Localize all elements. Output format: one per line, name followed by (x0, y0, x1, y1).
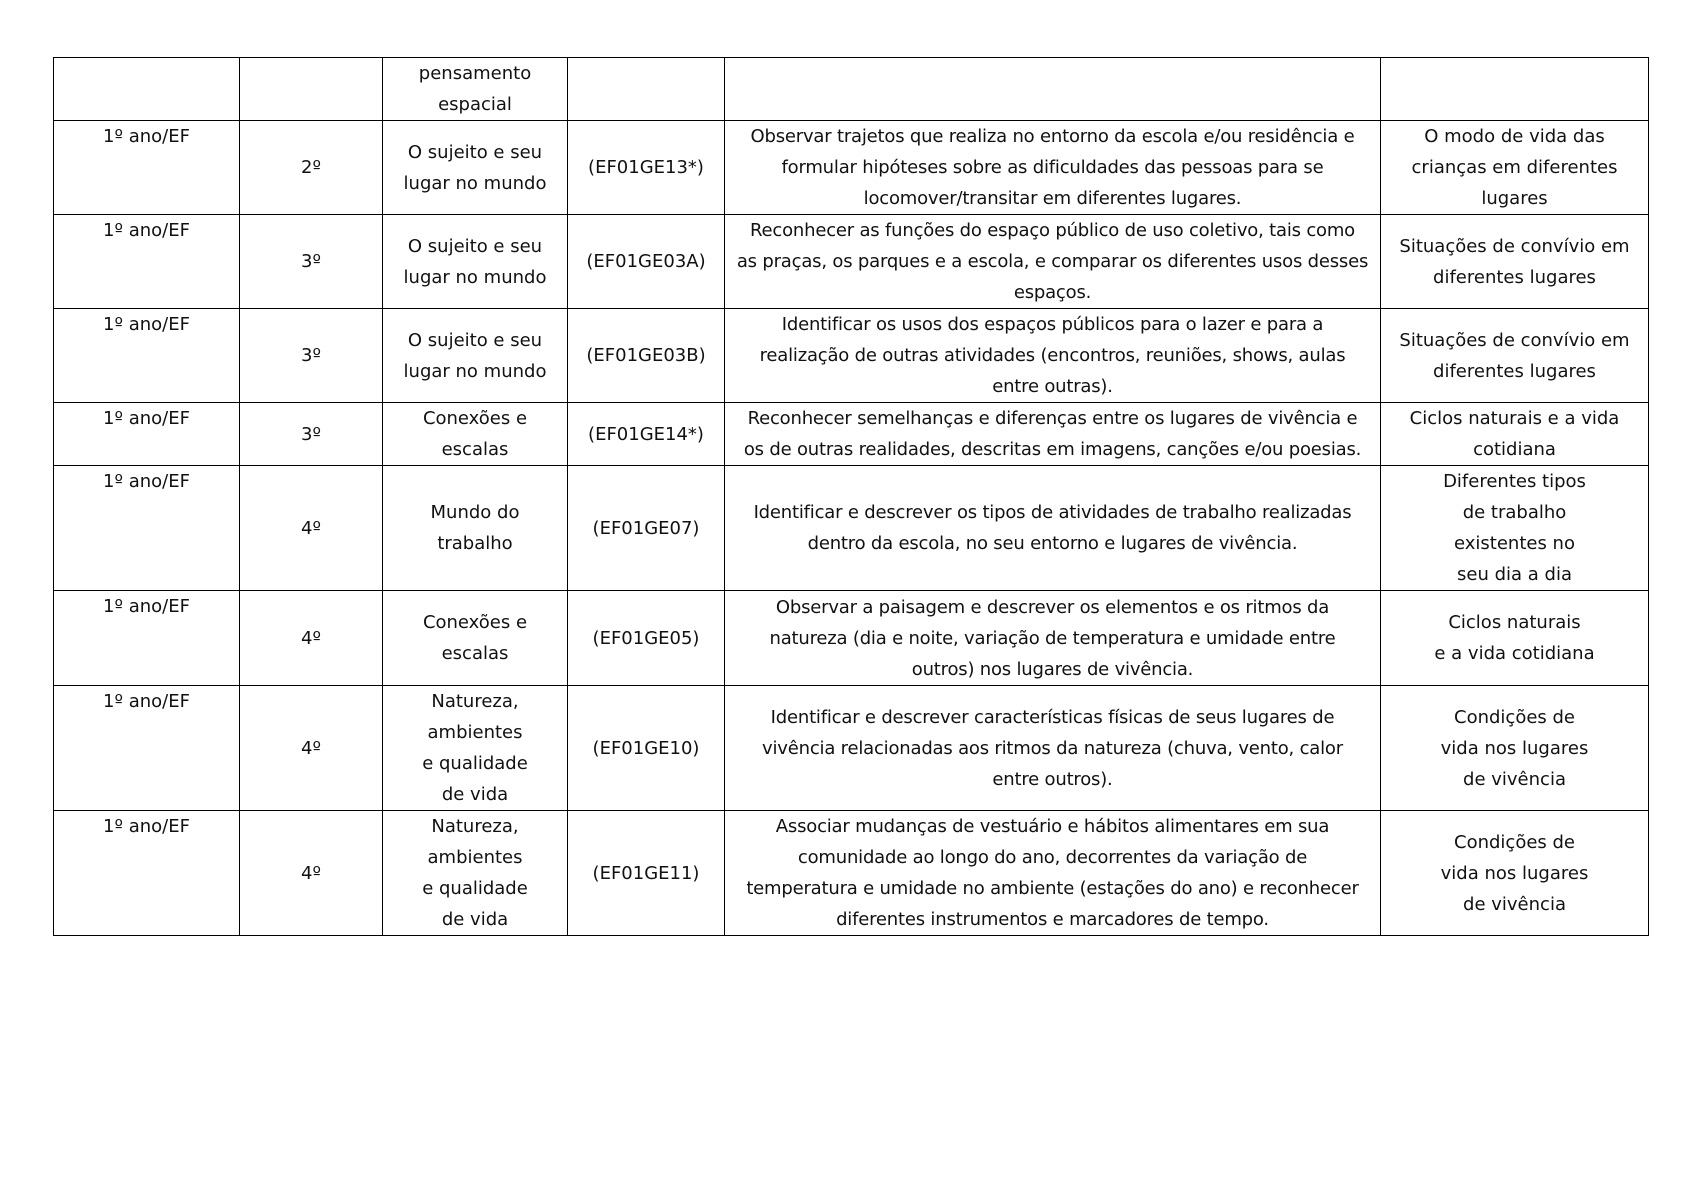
skill-code-cell: (EF01GE03A) (568, 215, 725, 309)
year-cell (54, 58, 240, 121)
year-cell: 1º ano/EF (54, 121, 240, 215)
year-cell: 1º ano/EF (54, 403, 240, 466)
bimester-cell: 4º (240, 591, 383, 686)
objective-cell: Identificar os usos dos espaços públicos para o lazer e para a realização de outras atividades (encontros, reuniões, shows, aulas entre outras). (725, 309, 1381, 403)
knowledge-object-cell: Diferentes tipos de trabalho existentes no seu dia a dia (1381, 466, 1649, 591)
knowledge-object-cell: Ciclos naturais e a vida cotidiana (1381, 591, 1649, 686)
knowledge-object-cell: Condições de vida nos lugares de vivência (1381, 686, 1649, 811)
skill-code-cell: (EF01GE10) (568, 686, 725, 811)
table-row (54, 58, 1649, 121)
bimester-cell: 3º (240, 309, 383, 403)
bimester-cell: 2º (240, 121, 383, 215)
year-cell: 1º ano/EF (54, 686, 240, 811)
table-row (54, 403, 1649, 466)
year-cell: 1º ano/EF (54, 811, 240, 936)
year-cell: 1º ano/EF (54, 215, 240, 309)
skill-code-cell: (EF01GE14*) (568, 403, 725, 466)
objective-cell: Reconhecer semelhanças e diferenças entre os lugares de vivência e os de outras realidades, descritas em imagens, canções e/ou poesias. (725, 403, 1381, 466)
table-row (54, 811, 1649, 936)
skill-code-cell: (EF01GE13*) (568, 121, 725, 215)
bimester-cell: 4º (240, 466, 383, 591)
skill-code-cell: (EF01GE11) (568, 811, 725, 936)
table-row (54, 215, 1649, 309)
thematic-unit-cell: pensamento espacial (383, 58, 568, 121)
bimester-cell (240, 58, 383, 121)
table-row (54, 686, 1649, 811)
knowledge-object-cell: Situações de convívio em diferentes lugares (1381, 309, 1649, 403)
objective-cell: Reconhecer as funções do espaço público de uso coletivo, tais como as praças, os parques e a escola, e comparar os diferentes usos desses espaços. (725, 215, 1381, 309)
thematic-unit-cell: O sujeito e seu lugar no mundo (383, 309, 568, 403)
objective-cell: Identificar e descrever características físicas de seus lugares de vivência relacionadas aos ritmos da natureza (chuva, vento, calor entre outros). (725, 686, 1381, 811)
skill-code-cell: (EF01GE07) (568, 466, 725, 591)
bimester-cell: 3º (240, 403, 383, 466)
year-cell: 1º ano/EF (54, 591, 240, 686)
year-cell: 1º ano/EF (54, 309, 240, 403)
table-row (54, 309, 1649, 403)
table-row (54, 121, 1649, 215)
skill-code-cell: (EF01GE03B) (568, 309, 725, 403)
objective-cell: Observar trajetos que realiza no entorno da escola e/ou residência e formular hipóteses sobre as dificuldades das pessoas para se locomover/transitar em diferentes lugares. (725, 121, 1381, 215)
bimester-cell: 3º (240, 215, 383, 309)
knowledge-object-cell: Situações de convívio em diferentes lugares (1381, 215, 1649, 309)
thematic-unit-cell: O sujeito e seu lugar no mundo (383, 215, 568, 309)
knowledge-object-cell: Condições de vida nos lugares de vivência (1381, 811, 1649, 936)
table-row (54, 466, 1649, 591)
objective-cell: Identificar e descrever os tipos de atividades de trabalho realizadas dentro da escola, no seu entorno e lugares de vivência. (725, 466, 1381, 591)
bimester-cell: 4º (240, 686, 383, 811)
thematic-unit-cell: Conexões e escalas (383, 591, 568, 686)
table-row (54, 591, 1649, 686)
objective-cell: Associar mudanças de vestuário e hábitos alimentares em sua comunidade ao longo do ano, decorrentes da variação de temperatura e umidade no ambiente (estações do ano) e reconhecer diferentes instrumentos e marcadores de tempo. (725, 811, 1381, 936)
knowledge-object-cell: O modo de vida das crianças em diferentes lugares (1381, 121, 1649, 215)
knowledge-object-cell (1381, 58, 1649, 121)
skill-code-cell (568, 58, 725, 121)
thematic-unit-cell: Natureza, ambientes e qualidade de vida (383, 686, 568, 811)
year-cell: 1º ano/EF (54, 466, 240, 591)
thematic-unit-cell: Conexões e escalas (383, 403, 568, 466)
skill-code-cell: (EF01GE05) (568, 591, 725, 686)
objective-cell: Observar a paisagem e descrever os elementos e os ritmos da natureza (dia e noite, variação de temperatura e umidade entre outros) nos lugares de vivência. (725, 591, 1381, 686)
thematic-unit-cell: Mundo do trabalho (383, 466, 568, 591)
curriculum-table (53, 57, 1649, 936)
thematic-unit-cell: O sujeito e seu lugar no mundo (383, 121, 568, 215)
objective-cell (725, 58, 1381, 121)
bimester-cell: 4º (240, 811, 383, 936)
thematic-unit-cell: Natureza, ambientes e qualidade de vida (383, 811, 568, 936)
knowledge-object-cell: Ciclos naturais e a vida cotidiana (1381, 403, 1649, 466)
